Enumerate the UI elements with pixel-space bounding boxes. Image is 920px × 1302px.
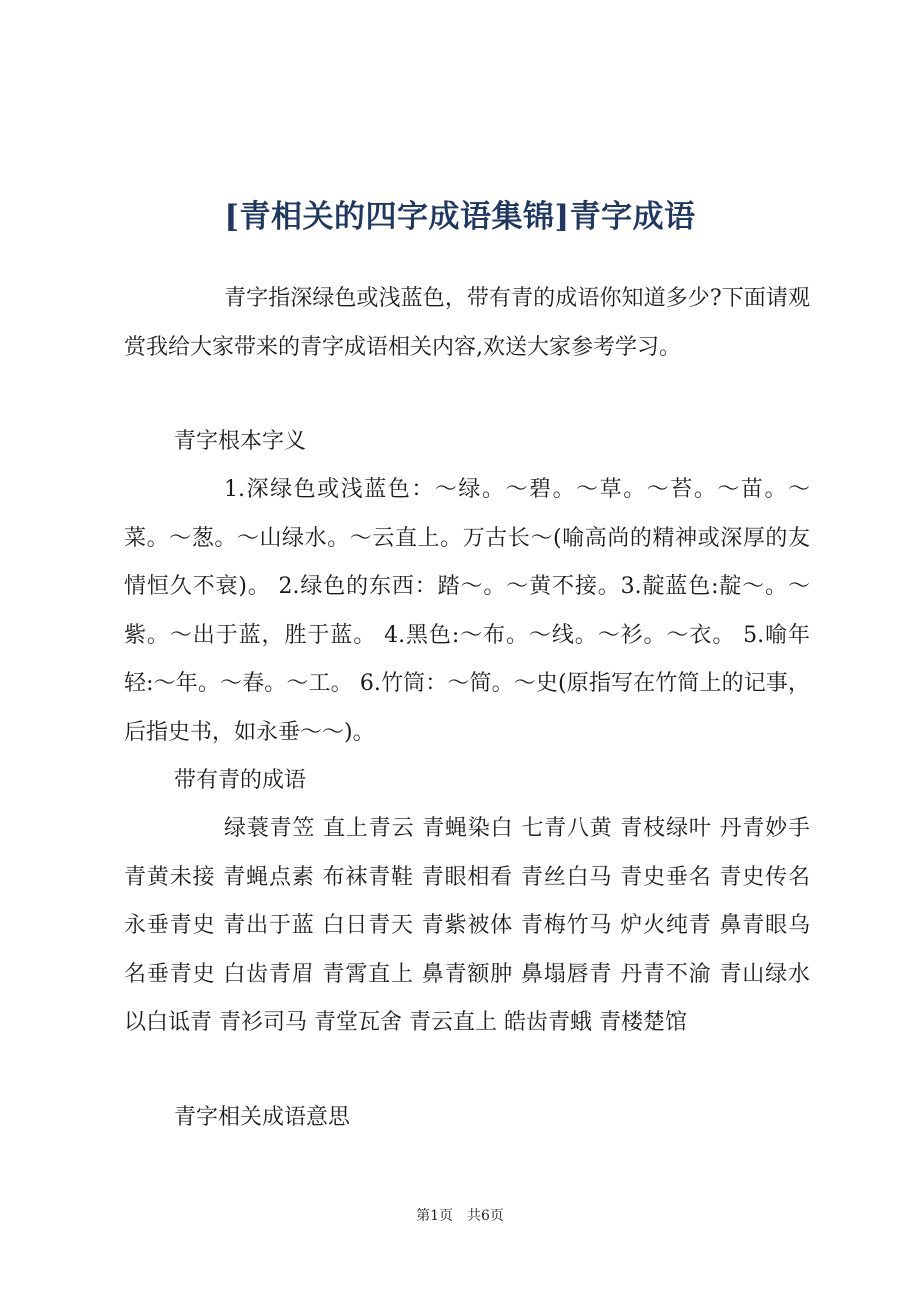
definitions-paragraph: 1.深绿色或浅蓝色：～绿。～碧。～草。～苔。～苗。～菜。～葱。～山绿水。～云直上。万古长～(喻高尚的精神或深厚的友情恒久不衰)。 2.绿色的东西：踏～。～黄不接。3.靛蓝色:靛～。～紫。～出于蓝，胜于蓝。 4.黑色:～布。～线。～衫。～衣。 5.喻年轻:～年。～春。～工。 6.竹筒：～简。～史(原指写在竹简上的记事，后指史书，如永垂～～)。 xyxy=(124,477,810,745)
section-heading-idioms: 带有青的成语 xyxy=(174,768,307,793)
section-heading-basic-meaning: 青字根本字义 xyxy=(174,429,307,454)
intro-paragraph: 青字指深绿色或浅蓝色，带有青的成语你知道多少?下面请观赏我给大家带来的青字成语相关内容,欢送大家参考学习。 xyxy=(124,286,810,360)
page-number-footer: 第1页 共6页 xyxy=(416,1208,504,1224)
idioms-list-paragraph: 绿蓑青笠 直上青云 青蝇染白 七青八黄 青枝绿叶 丹青妙手 青黄未接 青蝇点素 布袜青鞋 青眼相看 青丝白马 青史垂名 青史传名 永垂青史 青出于蓝 白日青天 青紫被体 青梅竹马 炉火纯青 鼻青眼乌 名垂青史 白齿青眉 青霄直上 鼻青额肿 鼻塌唇青 丹青不渝 青山绿水 以白诋青 青衫司马 青堂瓦舍 青云直上 皓齿青蛾 青楼楚馆 xyxy=(124,816,810,1035)
section-heading-idiom-meanings: 青字相关成语意思 xyxy=(174,1105,351,1130)
document-title: [青相关的四字成语集锦]青字成语 xyxy=(224,199,696,235)
